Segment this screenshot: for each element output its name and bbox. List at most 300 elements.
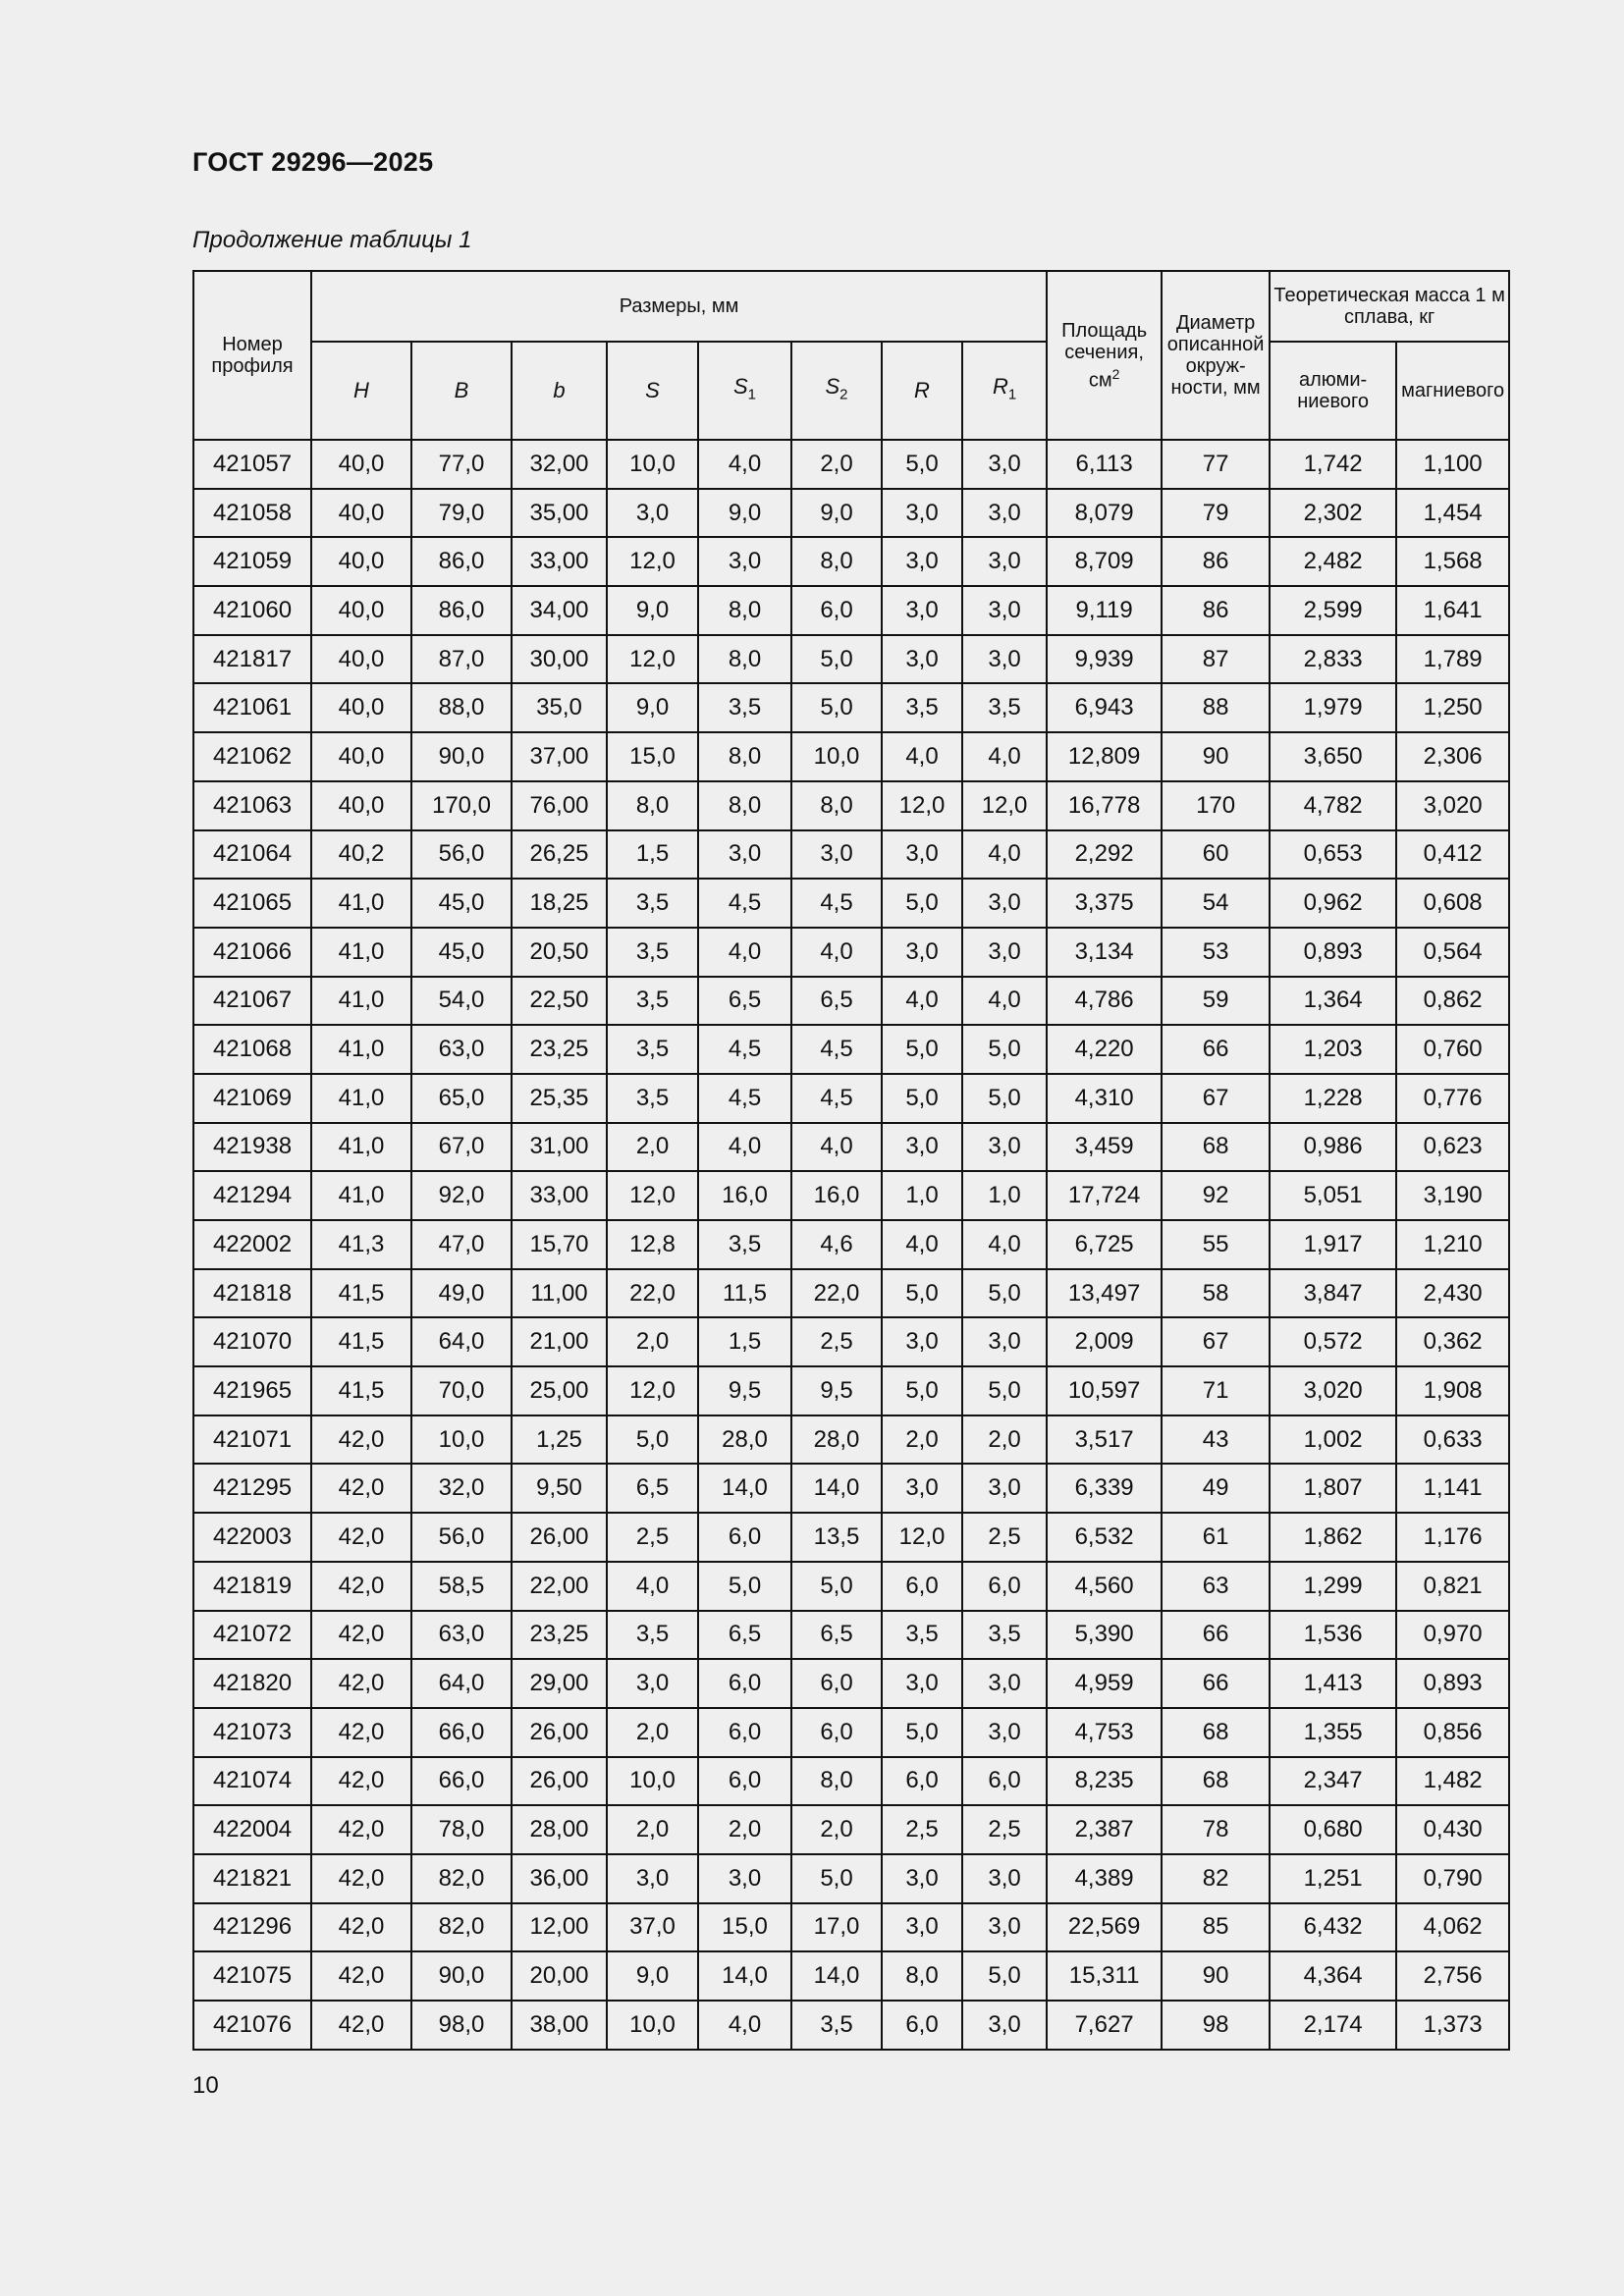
cell-mass-aluminium: 1,917 xyxy=(1270,1220,1396,1269)
cell-dim-S2: 2,0 xyxy=(791,1805,882,1854)
cell-dim-R1: 5,0 xyxy=(962,1951,1047,2001)
cell-dim-b: 76,00 xyxy=(512,781,607,830)
cell-dim-H: 41,0 xyxy=(311,928,411,977)
cell-mass-magnesium: 4,062 xyxy=(1396,1903,1509,1952)
cell-profile-number: 421965 xyxy=(193,1366,311,1415)
cell-dim-B: 63,0 xyxy=(411,1025,512,1074)
cell-mass-aluminium: 0,680 xyxy=(1270,1805,1396,1854)
cell-dim-R1: 4,0 xyxy=(962,1220,1047,1269)
table-row xyxy=(193,440,1509,489)
cell-section-area: 6,725 xyxy=(1047,1220,1162,1269)
cell-dim-R: 8,0 xyxy=(882,1951,962,2001)
table-row xyxy=(193,879,1509,928)
cell-diameter: 66 xyxy=(1162,1025,1270,1074)
cell-diameter: 60 xyxy=(1162,830,1270,880)
cell-mass-aluminium: 4,782 xyxy=(1270,781,1396,830)
cell-mass-aluminium: 0,572 xyxy=(1270,1317,1396,1366)
cell-diameter: 67 xyxy=(1162,1317,1270,1366)
cell-mass-magnesium: 1,641 xyxy=(1396,586,1509,635)
cell-dim-H: 40,0 xyxy=(311,683,411,732)
table-header xyxy=(193,271,1509,440)
cell-diameter: 88 xyxy=(1162,683,1270,732)
cell-section-area: 6,532 xyxy=(1047,1513,1162,1562)
cell-profile-number: 422002 xyxy=(193,1220,311,1269)
cell-profile-number: 421067 xyxy=(193,977,311,1026)
cell-dim-B: 77,0 xyxy=(411,440,512,489)
cell-dim-H: 41,3 xyxy=(311,1220,411,1269)
cell-diameter: 86 xyxy=(1162,537,1270,586)
cell-dim-H: 42,0 xyxy=(311,1951,411,2001)
cell-dim-S: 12,0 xyxy=(607,1171,698,1220)
cell-dim-R1: 3,0 xyxy=(962,635,1047,684)
cell-dim-H: 41,5 xyxy=(311,1366,411,1415)
cell-diameter: 66 xyxy=(1162,1611,1270,1660)
cell-mass-aluminium: 1,536 xyxy=(1270,1611,1396,1660)
cell-mass-magnesium: 0,633 xyxy=(1396,1415,1509,1465)
cell-dim-S: 12,0 xyxy=(607,635,698,684)
cell-mass-aluminium: 0,893 xyxy=(1270,928,1396,977)
cell-dim-S1: 14,0 xyxy=(698,1464,791,1513)
header-dim-R1 xyxy=(962,342,1047,440)
cell-mass-aluminium: 2,599 xyxy=(1270,586,1396,635)
table-row xyxy=(193,830,1509,880)
cell-dim-R: 3,0 xyxy=(882,1854,962,1903)
cell-dim-R: 3,0 xyxy=(882,586,962,635)
cell-dim-B: 63,0 xyxy=(411,1611,512,1660)
cell-profile-number: 421075 xyxy=(193,1951,311,2001)
cell-profile-number: 421296 xyxy=(193,1903,311,1952)
cell-dim-b: 25,00 xyxy=(512,1366,607,1415)
cell-dim-S2: 4,5 xyxy=(791,879,882,928)
cell-dim-S1: 9,5 xyxy=(698,1366,791,1415)
cell-dim-H: 42,0 xyxy=(311,1659,411,1708)
cell-mass-magnesium: 3,190 xyxy=(1396,1171,1509,1220)
cell-dim-b: 37,00 xyxy=(512,732,607,781)
cell-dim-b: 26,00 xyxy=(512,1513,607,1562)
table-row xyxy=(193,1074,1509,1123)
cell-mass-magnesium: 2,306 xyxy=(1396,732,1509,781)
cell-dim-S2: 4,0 xyxy=(791,1123,882,1172)
cell-dim-H: 42,0 xyxy=(311,1708,411,1757)
cell-diameter: 92 xyxy=(1162,1171,1270,1220)
cell-section-area: 13,497 xyxy=(1047,1269,1162,1318)
cell-dim-R: 5,0 xyxy=(882,1074,962,1123)
cell-mass-magnesium: 0,564 xyxy=(1396,928,1509,977)
cell-profile-number: 421938 xyxy=(193,1123,311,1172)
cell-dim-b: 12,00 xyxy=(512,1903,607,1952)
cell-dim-b: 25,35 xyxy=(512,1074,607,1123)
header-dim-H: H xyxy=(311,342,411,440)
header-mass-aluminium: алюминиевого xyxy=(1270,342,1396,440)
cell-section-area: 7,627 xyxy=(1047,2001,1162,2050)
cell-dim-b: 1,25 xyxy=(512,1415,607,1465)
cell-dim-S: 12,8 xyxy=(607,1220,698,1269)
cell-diameter: 79 xyxy=(1162,489,1270,538)
cell-dim-S: 15,0 xyxy=(607,732,698,781)
cell-profile-number: 421060 xyxy=(193,586,311,635)
cell-dim-S: 9,0 xyxy=(607,586,698,635)
table-row xyxy=(193,1123,1509,1172)
cell-diameter: 82 xyxy=(1162,1854,1270,1903)
cell-mass-aluminium: 1,862 xyxy=(1270,1513,1396,1562)
cell-dim-B: 47,0 xyxy=(411,1220,512,1269)
cell-dim-S: 2,0 xyxy=(607,1708,698,1757)
cell-dim-S2: 5,0 xyxy=(791,635,882,684)
cell-dim-S: 12,0 xyxy=(607,1366,698,1415)
cell-mass-aluminium: 2,482 xyxy=(1270,537,1396,586)
cell-dim-R: 3,0 xyxy=(882,1903,962,1952)
cell-section-area: 6,339 xyxy=(1047,1464,1162,1513)
cell-dim-B: 64,0 xyxy=(411,1317,512,1366)
cell-mass-aluminium: 1,299 xyxy=(1270,1562,1396,1611)
cell-dim-R1: 4,0 xyxy=(962,977,1047,1026)
cell-mass-magnesium: 0,623 xyxy=(1396,1123,1509,1172)
cell-section-area: 10,597 xyxy=(1047,1366,1162,1415)
cell-profile-number: 421061 xyxy=(193,683,311,732)
cell-dim-B: 90,0 xyxy=(411,732,512,781)
cell-dim-b: 29,00 xyxy=(512,1659,607,1708)
table-row xyxy=(193,1220,1509,1269)
cell-diameter: 55 xyxy=(1162,1220,1270,1269)
cell-dim-R1: 3,0 xyxy=(962,1464,1047,1513)
cell-dim-H: 40,0 xyxy=(311,440,411,489)
cell-dim-S2: 8,0 xyxy=(791,781,882,830)
cell-diameter: 98 xyxy=(1162,2001,1270,2050)
header-theoretical-mass-group: Теоретическая масса 1 м сплава, кг xyxy=(1270,271,1509,342)
cell-dim-b: 21,00 xyxy=(512,1317,607,1366)
header-dim-R: R xyxy=(882,342,962,440)
cell-dim-H: 41,0 xyxy=(311,1025,411,1074)
cell-dim-S: 4,0 xyxy=(607,1562,698,1611)
cell-dim-S2: 3,5 xyxy=(791,2001,882,2050)
cell-profile-number: 421821 xyxy=(193,1854,311,1903)
cell-dim-b: 9,50 xyxy=(512,1464,607,1513)
cell-profile-number: 421069 xyxy=(193,1074,311,1123)
cell-dim-S: 3,0 xyxy=(607,489,698,538)
cell-dim-S1: 9,0 xyxy=(698,489,791,538)
table-body xyxy=(193,440,1509,2050)
cell-dim-R: 3,0 xyxy=(882,830,962,880)
cell-dim-R: 4,0 xyxy=(882,977,962,1026)
cell-dim-S1: 28,0 xyxy=(698,1415,791,1465)
cell-dim-S1: 4,0 xyxy=(698,928,791,977)
cell-dim-b: 33,00 xyxy=(512,1171,607,1220)
table-row xyxy=(193,928,1509,977)
cell-dim-S2: 4,5 xyxy=(791,1025,882,1074)
cell-dim-B: 79,0 xyxy=(411,489,512,538)
cell-dim-R1: 3,0 xyxy=(962,586,1047,635)
cell-diameter: 68 xyxy=(1162,1123,1270,1172)
cell-dim-B: 87,0 xyxy=(411,635,512,684)
cell-dim-H: 40,0 xyxy=(311,781,411,830)
table-row xyxy=(193,732,1509,781)
cell-dim-R1: 6,0 xyxy=(962,1562,1047,1611)
cell-dim-R: 5,0 xyxy=(882,1366,962,1415)
cell-mass-magnesium: 0,608 xyxy=(1396,879,1509,928)
table-row xyxy=(193,683,1509,732)
cell-section-area: 4,310 xyxy=(1047,1074,1162,1123)
cell-dim-S1: 2,0 xyxy=(698,1805,791,1854)
cell-dim-S1: 11,5 xyxy=(698,1269,791,1318)
cell-dim-S1: 5,0 xyxy=(698,1562,791,1611)
cell-dim-S2: 2,5 xyxy=(791,1317,882,1366)
cell-diameter: 63 xyxy=(1162,1562,1270,1611)
cell-dim-R1: 3,5 xyxy=(962,1611,1047,1660)
cell-mass-aluminium: 1,807 xyxy=(1270,1464,1396,1513)
cell-section-area: 9,939 xyxy=(1047,635,1162,684)
header-circumscribed-diameter: Диаметр описанной окружности, мм xyxy=(1162,271,1270,440)
cell-dim-H: 41,5 xyxy=(311,1269,411,1318)
cell-dim-S2: 3,0 xyxy=(791,830,882,880)
header-dim-S2-sub: 2 xyxy=(839,386,848,403)
table-caption: Продолжение таблицы 1 xyxy=(192,227,472,253)
cell-mass-aluminium: 3,847 xyxy=(1270,1269,1396,1318)
cell-profile-number: 421058 xyxy=(193,489,311,538)
cell-section-area: 22,569 xyxy=(1047,1903,1162,1952)
cell-mass-magnesium: 0,412 xyxy=(1396,830,1509,880)
cell-dim-S2: 6,0 xyxy=(791,586,882,635)
cell-mass-aluminium: 0,653 xyxy=(1270,830,1396,880)
cell-dim-S1: 6,0 xyxy=(698,1757,791,1806)
cell-dim-S2: 6,5 xyxy=(791,1611,882,1660)
table-row xyxy=(193,1951,1509,2001)
cell-mass-magnesium: 1,210 xyxy=(1396,1220,1509,1269)
cell-dim-B: 32,0 xyxy=(411,1464,512,1513)
cell-dim-S1: 4,5 xyxy=(698,1074,791,1123)
cell-dim-b: 22,00 xyxy=(512,1562,607,1611)
cell-dim-S: 2,0 xyxy=(607,1317,698,1366)
cell-dim-b: 20,00 xyxy=(512,1951,607,2001)
cell-dim-S2: 28,0 xyxy=(791,1415,882,1465)
cell-mass-aluminium: 0,986 xyxy=(1270,1123,1396,1172)
cell-mass-magnesium: 1,908 xyxy=(1396,1366,1509,1415)
cell-dim-B: 54,0 xyxy=(411,977,512,1026)
header-dim-S2-symbol: S xyxy=(825,373,840,399)
table-row xyxy=(193,1025,1509,1074)
cell-dim-b: 23,25 xyxy=(512,1025,607,1074)
cell-dim-H: 40,0 xyxy=(311,635,411,684)
cell-dim-S1: 3,0 xyxy=(698,1854,791,1903)
cell-mass-aluminium: 0,962 xyxy=(1270,879,1396,928)
cell-profile-number: 422004 xyxy=(193,1805,311,1854)
cell-profile-number: 421057 xyxy=(193,440,311,489)
cell-dim-S1: 1,5 xyxy=(698,1317,791,1366)
cell-dim-H: 40,0 xyxy=(311,732,411,781)
cell-dim-S1: 6,5 xyxy=(698,1611,791,1660)
cell-dim-R1: 3,5 xyxy=(962,683,1047,732)
cell-dim-B: 65,0 xyxy=(411,1074,512,1123)
table-row xyxy=(193,781,1509,830)
cell-diameter: 78 xyxy=(1162,1805,1270,1854)
cell-dim-B: 90,0 xyxy=(411,1951,512,2001)
cell-dim-S2: 14,0 xyxy=(791,1464,882,1513)
cell-dim-H: 41,0 xyxy=(311,1074,411,1123)
cell-dim-R1: 12,0 xyxy=(962,781,1047,830)
cell-dim-S1: 14,0 xyxy=(698,1951,791,2001)
cell-dim-S1: 4,0 xyxy=(698,1123,791,1172)
cell-dim-b: 35,00 xyxy=(512,489,607,538)
cell-dim-B: 98,0 xyxy=(411,2001,512,2050)
cell-mass-aluminium: 1,251 xyxy=(1270,1854,1396,1903)
cell-dim-R1: 5,0 xyxy=(962,1366,1047,1415)
cell-dim-S1: 8,0 xyxy=(698,635,791,684)
cell-dim-S: 2,0 xyxy=(607,1805,698,1854)
cell-diameter: 77 xyxy=(1162,440,1270,489)
cell-diameter: 43 xyxy=(1162,1415,1270,1465)
cell-profile-number: 421071 xyxy=(193,1415,311,1465)
cell-dim-R: 5,0 xyxy=(882,1708,962,1757)
cell-dim-H: 42,0 xyxy=(311,1854,411,1903)
cell-dim-B: 58,5 xyxy=(411,1562,512,1611)
cell-dim-R1: 3,0 xyxy=(962,1903,1047,1952)
cell-dim-H: 40,0 xyxy=(311,537,411,586)
cell-profile-number: 421068 xyxy=(193,1025,311,1074)
cell-dim-R1: 4,0 xyxy=(962,830,1047,880)
cell-dim-H: 41,0 xyxy=(311,1171,411,1220)
cell-dim-S2: 8,0 xyxy=(791,1757,882,1806)
cell-profile-number: 421073 xyxy=(193,1708,311,1757)
cell-profile-number: 421076 xyxy=(193,2001,311,2050)
cell-dim-R1: 5,0 xyxy=(962,1269,1047,1318)
cell-section-area: 3,517 xyxy=(1047,1415,1162,1465)
cell-dim-b: 22,50 xyxy=(512,977,607,1026)
table-row xyxy=(193,1903,1509,1952)
cell-dim-b: 31,00 xyxy=(512,1123,607,1172)
cell-dim-S: 8,0 xyxy=(607,781,698,830)
cell-dim-S2: 17,0 xyxy=(791,1903,882,1952)
cell-dim-b: 11,00 xyxy=(512,1269,607,1318)
cell-dim-B: 56,0 xyxy=(411,830,512,880)
header-mass-magnesium: магниевого xyxy=(1396,342,1509,440)
cell-dim-S: 2,0 xyxy=(607,1123,698,1172)
cell-dim-b: 20,50 xyxy=(512,928,607,977)
cell-dim-B: 86,0 xyxy=(411,537,512,586)
cell-dim-S1: 4,5 xyxy=(698,879,791,928)
cell-mass-magnesium: 0,862 xyxy=(1396,977,1509,1026)
cell-dim-H: 42,0 xyxy=(311,1611,411,1660)
cell-section-area: 8,079 xyxy=(1047,489,1162,538)
cell-dim-S1: 8,0 xyxy=(698,781,791,830)
cell-dim-S: 3,5 xyxy=(607,879,698,928)
cell-section-area: 4,959 xyxy=(1047,1659,1162,1708)
table-row xyxy=(193,1317,1509,1366)
cell-dim-S2: 6,0 xyxy=(791,1659,882,1708)
cell-mass-magnesium: 1,482 xyxy=(1396,1757,1509,1806)
cell-dim-R: 3,5 xyxy=(882,683,962,732)
cell-dim-S1: 3,0 xyxy=(698,537,791,586)
table-row xyxy=(193,1171,1509,1220)
cell-diameter: 85 xyxy=(1162,1903,1270,1952)
cell-profile-number: 421062 xyxy=(193,732,311,781)
cell-dim-B: 66,0 xyxy=(411,1708,512,1757)
cell-dim-S2: 4,5 xyxy=(791,1074,882,1123)
table-row xyxy=(193,586,1509,635)
cell-dim-B: 66,0 xyxy=(411,1757,512,1806)
cell-mass-magnesium: 0,893 xyxy=(1396,1659,1509,1708)
cell-dim-R: 5,0 xyxy=(882,1025,962,1074)
cell-dim-S: 6,5 xyxy=(607,1464,698,1513)
cell-dim-S: 5,0 xyxy=(607,1415,698,1465)
cell-section-area: 3,375 xyxy=(1047,879,1162,928)
cell-section-area: 8,709 xyxy=(1047,537,1162,586)
header-dim-S2 xyxy=(791,342,882,440)
cell-dim-H: 40,0 xyxy=(311,489,411,538)
cell-dim-B: 170,0 xyxy=(411,781,512,830)
cell-mass-magnesium: 1,568 xyxy=(1396,537,1509,586)
cell-dim-b: 33,00 xyxy=(512,537,607,586)
cell-dim-B: 86,0 xyxy=(411,586,512,635)
table-row xyxy=(193,2001,1509,2050)
cell-dim-S2: 9,5 xyxy=(791,1366,882,1415)
cell-diameter: 59 xyxy=(1162,977,1270,1026)
cell-diameter: 90 xyxy=(1162,1951,1270,2001)
cell-diameter: 170 xyxy=(1162,781,1270,830)
cell-mass-aluminium: 3,650 xyxy=(1270,732,1396,781)
cell-dim-B: 92,0 xyxy=(411,1171,512,1220)
cell-dim-S1: 3,5 xyxy=(698,683,791,732)
table-row xyxy=(193,1562,1509,1611)
cell-mass-magnesium: 1,141 xyxy=(1396,1464,1509,1513)
cell-section-area: 9,119 xyxy=(1047,586,1162,635)
cell-dim-S: 2,5 xyxy=(607,1513,698,1562)
table-row xyxy=(193,537,1509,586)
cell-section-area: 15,311 xyxy=(1047,1951,1162,2001)
cell-mass-magnesium: 0,776 xyxy=(1396,1074,1509,1123)
cell-dim-S: 10,0 xyxy=(607,2001,698,2050)
cell-dim-S: 12,0 xyxy=(607,537,698,586)
table-row xyxy=(193,1757,1509,1806)
document-title: ГОСТ 29296—2025 xyxy=(192,147,434,177)
cell-dim-B: 88,0 xyxy=(411,683,512,732)
cell-mass-magnesium: 1,789 xyxy=(1396,635,1509,684)
cell-mass-aluminium: 2,174 xyxy=(1270,2001,1396,2050)
cell-dim-b: 35,0 xyxy=(512,683,607,732)
table-row xyxy=(193,635,1509,684)
cell-dim-R1: 2,5 xyxy=(962,1513,1047,1562)
cell-section-area: 4,389 xyxy=(1047,1854,1162,1903)
cell-dim-R1: 2,5 xyxy=(962,1805,1047,1854)
cell-dim-S1: 6,5 xyxy=(698,977,791,1026)
cell-dim-R1: 3,0 xyxy=(962,1854,1047,1903)
cell-dim-R: 3,0 xyxy=(882,928,962,977)
cell-section-area: 6,113 xyxy=(1047,440,1162,489)
cell-dim-R: 3,5 xyxy=(882,1611,962,1660)
cell-dim-S1: 3,5 xyxy=(698,1220,791,1269)
cell-dim-S1: 4,0 xyxy=(698,2001,791,2050)
cell-section-area: 4,560 xyxy=(1047,1562,1162,1611)
cell-dim-R1: 3,0 xyxy=(962,928,1047,977)
cell-dim-b: 18,25 xyxy=(512,879,607,928)
table-row xyxy=(193,1659,1509,1708)
cell-dim-b: 30,00 xyxy=(512,635,607,684)
cell-dim-b: 38,00 xyxy=(512,2001,607,2050)
header-dim-S1-sub: 1 xyxy=(747,386,757,403)
cell-diameter: 71 xyxy=(1162,1366,1270,1415)
cell-section-area: 3,134 xyxy=(1047,928,1162,977)
cell-profile-number: 421818 xyxy=(193,1269,311,1318)
cell-mass-magnesium: 1,250 xyxy=(1396,683,1509,732)
cell-dim-R: 6,0 xyxy=(882,2001,962,2050)
cell-profile-number: 421820 xyxy=(193,1659,311,1708)
cell-section-area: 4,220 xyxy=(1047,1025,1162,1074)
cell-dim-R: 5,0 xyxy=(882,1269,962,1318)
cell-dim-b: 23,25 xyxy=(512,1611,607,1660)
cell-dim-H: 42,0 xyxy=(311,1903,411,1952)
table-row xyxy=(193,1415,1509,1465)
cell-mass-aluminium: 5,051 xyxy=(1270,1171,1396,1220)
cell-dim-S2: 13,5 xyxy=(791,1513,882,1562)
cell-dim-b: 26,00 xyxy=(512,1708,607,1757)
